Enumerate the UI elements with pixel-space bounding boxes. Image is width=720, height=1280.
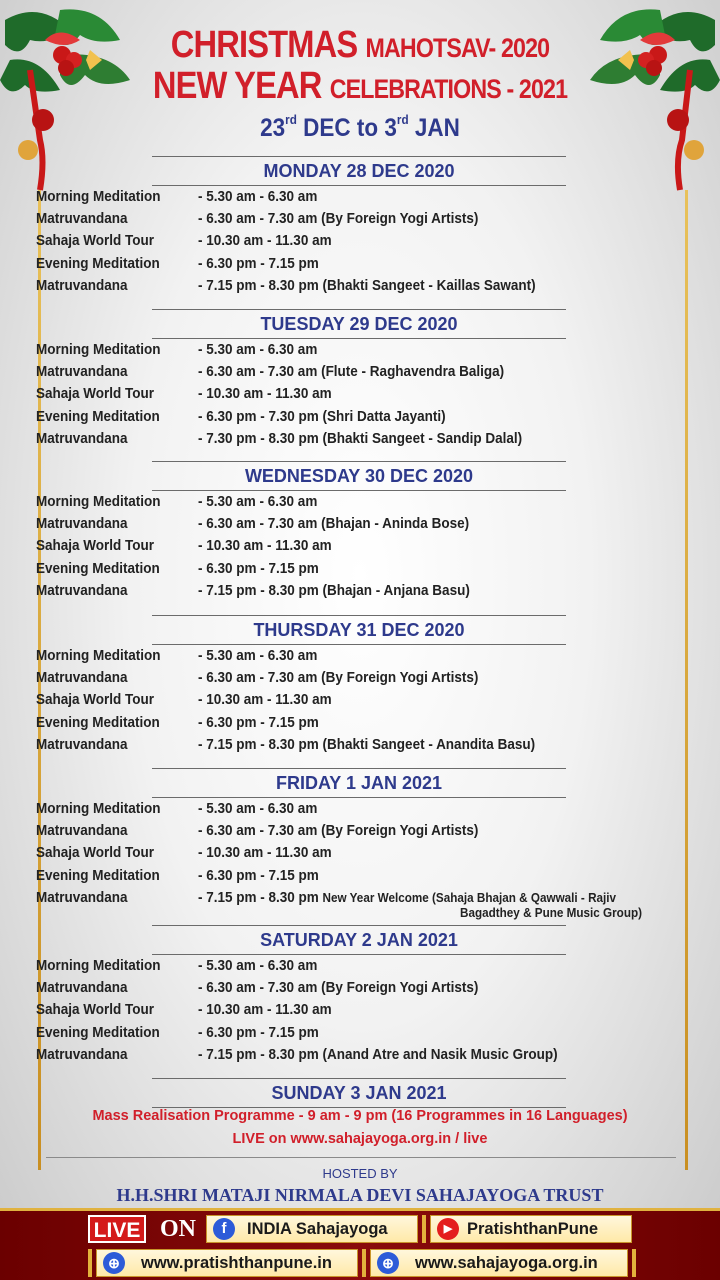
session-time [198, 800, 317, 817]
session-name: Matruvandana [36, 515, 128, 533]
poster-header [0, 26, 720, 143]
session-time [198, 385, 332, 402]
session-time [198, 232, 332, 249]
time-text: - 10.30 am - 11.30 am [198, 232, 332, 250]
time-text: - 10.30 am - 11.30 am [198, 1001, 332, 1019]
session-time [198, 957, 317, 974]
title-line-2: NEW YEAR CELEBRATIONS - 2021 [152, 65, 568, 107]
session-name: Matruvandana [36, 1045, 128, 1063]
time-text: - 6.30 pm - 7.30 pm (Shri Datta Jayanti) [198, 407, 446, 425]
session-name: Morning Meditation [36, 188, 161, 205]
session-time [198, 714, 319, 731]
session-name: Sahaja World Tour [36, 385, 155, 403]
facebook-icon: f [213, 1218, 235, 1240]
time-text: - 6.30 pm - 7.15 pm [198, 866, 319, 884]
session-time [198, 277, 536, 294]
time-text: - 10.30 am - 11.30 am [198, 537, 332, 555]
session-name: Matruvandana [36, 979, 128, 997]
session-time [198, 493, 317, 510]
session-name: Morning Meditation [36, 341, 161, 358]
session-name: Morning Meditation [36, 957, 161, 974]
session-name: Sahaja World Tour [36, 844, 155, 862]
gold-divider [632, 1249, 636, 1277]
trust-name: H.H.SHRI MATAJI NIRMALA DEVI SAHAJAYOGA TRUST [116, 1185, 604, 1205]
session-time [198, 669, 478, 686]
session-name: Matruvandana [36, 581, 128, 599]
session-name: Evening Meditation [36, 254, 160, 272]
session-name: Sahaja World Tour [36, 1001, 155, 1019]
time-text: - 10.30 am - 11.30 am [198, 844, 332, 862]
session-name: Morning Meditation [36, 493, 161, 510]
session-time [198, 255, 319, 272]
time-text: - 7.15 pm - 8.30 pm [198, 888, 319, 906]
session-time [198, 341, 317, 358]
youtube-channel-name[interactable]: PratishthanPune [467, 1220, 599, 1238]
session-time [198, 889, 616, 906]
globe-icon: ⊕ [377, 1252, 399, 1274]
time-text: - 6.30 pm - 7.15 pm [198, 254, 319, 272]
session-name: Morning Meditation [36, 647, 161, 664]
session-name: Matruvandana [36, 429, 128, 447]
session-name: Evening Meditation [36, 1023, 160, 1041]
session-name: Matruvandana [36, 363, 128, 381]
session-name: Sahaja World Tour [36, 537, 155, 555]
live-link-line[interactable]: LIVE on www.sahajayoga.org.in / live [232, 1131, 488, 1147]
session-time [198, 1024, 319, 1041]
footer-bar [0, 1208, 720, 1280]
day-heading: THURSDAY 31 DEC 2020 [152, 615, 566, 645]
facebook-page-name[interactable]: INDIA Sahajayoga [247, 1220, 388, 1238]
youtube-play-icon: ▶ [437, 1218, 459, 1240]
footer-row-1 [0, 1215, 720, 1245]
session-time [198, 844, 332, 861]
session-time [198, 979, 478, 996]
time-text: - 6.30 am - 7.30 am (Flute - Raghavendra Baliga) [198, 363, 505, 381]
session-time [198, 822, 478, 839]
session-time [198, 647, 317, 664]
gold-divider [422, 1215, 426, 1243]
site1-link[interactable]: www.pratishthanpune.in [141, 1254, 332, 1272]
time-text: - 7.15 pm - 8.30 pm (Anand Atre and Nasik Music Group) [198, 1045, 558, 1063]
session-time [198, 537, 332, 554]
time-text: - 5.30 am - 6.30 am [198, 800, 318, 817]
time-text: - 5.30 am - 6.30 am [198, 647, 318, 664]
day-heading: WEDNESDAY 30 DEC 2020 [152, 461, 566, 491]
site2-box[interactable] [370, 1249, 628, 1277]
day-heading: MONDAY 28 DEC 2020 [152, 156, 566, 186]
mass-realisation-line: Mass Realisation Programme - 9 am - 9 pm (16 Programmes in 16 Languages) [92, 1108, 628, 1124]
session-name: Matruvandana [36, 822, 128, 840]
session-name: Matruvandana [36, 888, 128, 906]
right-gold-border [685, 190, 688, 1170]
day-heading: SATURDAY 2 JAN 2021 [152, 925, 566, 955]
time-text: - 7.15 pm - 8.30 pm (Bhakti Sangeet - Kaillas Sawant) [198, 276, 536, 294]
session-time [198, 408, 446, 425]
time-text: - 5.30 am - 6.30 am [198, 341, 318, 358]
site1-box[interactable] [96, 1249, 358, 1277]
session-name: Evening Meditation [36, 713, 160, 731]
session-time [198, 210, 478, 227]
time-text: - 10.30 am - 11.30 am [198, 691, 332, 709]
session-time [198, 736, 535, 753]
session-name: Evening Meditation [36, 559, 160, 577]
title-line-1: CHRISTMAS MAHOTSAV- 2020 [170, 24, 550, 66]
day-heading: FRIDAY 1 JAN 2021 [152, 768, 566, 798]
hosted-by-label: HOSTED BY [322, 1166, 398, 1181]
facebook-box[interactable] [206, 1215, 418, 1243]
session-time [198, 560, 319, 577]
session-time [198, 867, 319, 884]
time-text: - 6.30 pm - 7.15 pm [198, 559, 319, 577]
session-name: Sahaja World Tour [36, 232, 155, 250]
session-time [198, 515, 469, 532]
date-range: 23rd DEC to 3rd JAN [260, 112, 460, 142]
time-text: - 6.30 am - 7.30 am (By Foreign Yogi Artists) [198, 822, 479, 840]
session-time [198, 691, 332, 708]
live-badge: LIVE [88, 1215, 146, 1243]
session-time [198, 1046, 558, 1063]
sunday-heading: SUNDAY 3 JAN 2021 [152, 1078, 566, 1108]
divider [46, 1157, 676, 1158]
time-text: - 5.30 am - 6.30 am [198, 957, 318, 974]
session-name: Matruvandana [36, 669, 128, 687]
time-text: - 10.30 am - 11.30 am [198, 385, 332, 403]
session-name: Matruvandana [36, 276, 128, 294]
session-name: Evening Meditation [36, 407, 160, 425]
time-text: - 7.15 pm - 8.30 pm (Bhajan - Anjana Basu) [198, 581, 470, 599]
time-text: - 7.30 pm - 8.30 pm (Bhakti Sangeet - Sandip Dalal) [198, 429, 523, 447]
session-time [198, 363, 504, 380]
time-text: - 6.30 am - 7.30 am (By Foreign Yogi Artists) [198, 669, 479, 687]
session-time [198, 582, 470, 599]
gold-divider [362, 1249, 366, 1277]
time-text: - 5.30 am - 6.30 am [198, 493, 318, 510]
globe-icon: ⊕ [103, 1252, 125, 1274]
session-time [198, 430, 522, 447]
time-text: - 7.15 pm - 8.30 pm (Bhakti Sangeet - Anandita Basu) [198, 735, 536, 753]
time-text: - 6.30 am - 7.30 am (By Foreign Yogi Artists) [198, 979, 479, 997]
session-name: Matruvandana [36, 735, 128, 753]
session-name: Matruvandana [36, 210, 128, 228]
time-text: - 6.30 am - 7.30 am (By Foreign Yogi Artists) [198, 210, 479, 228]
day-heading: TUESDAY 29 DEC 2020 [152, 309, 566, 339]
session-time [198, 188, 317, 205]
gold-divider [88, 1249, 92, 1277]
site2-link[interactable]: www.sahajayoga.org.in [415, 1254, 598, 1272]
footer-row-2 [0, 1249, 720, 1279]
time-text: - 6.30 am - 7.30 am (Bhajan - Aninda Bose) [198, 515, 470, 533]
on-label: ON [160, 1216, 196, 1242]
session-name: Morning Meditation [36, 800, 161, 817]
session-name: Sahaja World Tour [36, 691, 155, 709]
youtube-box[interactable] [430, 1215, 632, 1243]
session-note-continued: Bagadthey & Pune Music Group) [460, 904, 643, 920]
time-text: - 5.30 am - 6.30 am [198, 188, 318, 205]
session-name: Evening Meditation [36, 866, 160, 884]
session-time [198, 1001, 332, 1018]
session-note: New Year Welcome (Sahaja Bhajan & Qawwali - Rajiv [322, 889, 617, 905]
time-text: - 6.30 pm - 7.15 pm [198, 713, 319, 731]
time-text: - 6.30 pm - 7.15 pm [198, 1023, 319, 1041]
